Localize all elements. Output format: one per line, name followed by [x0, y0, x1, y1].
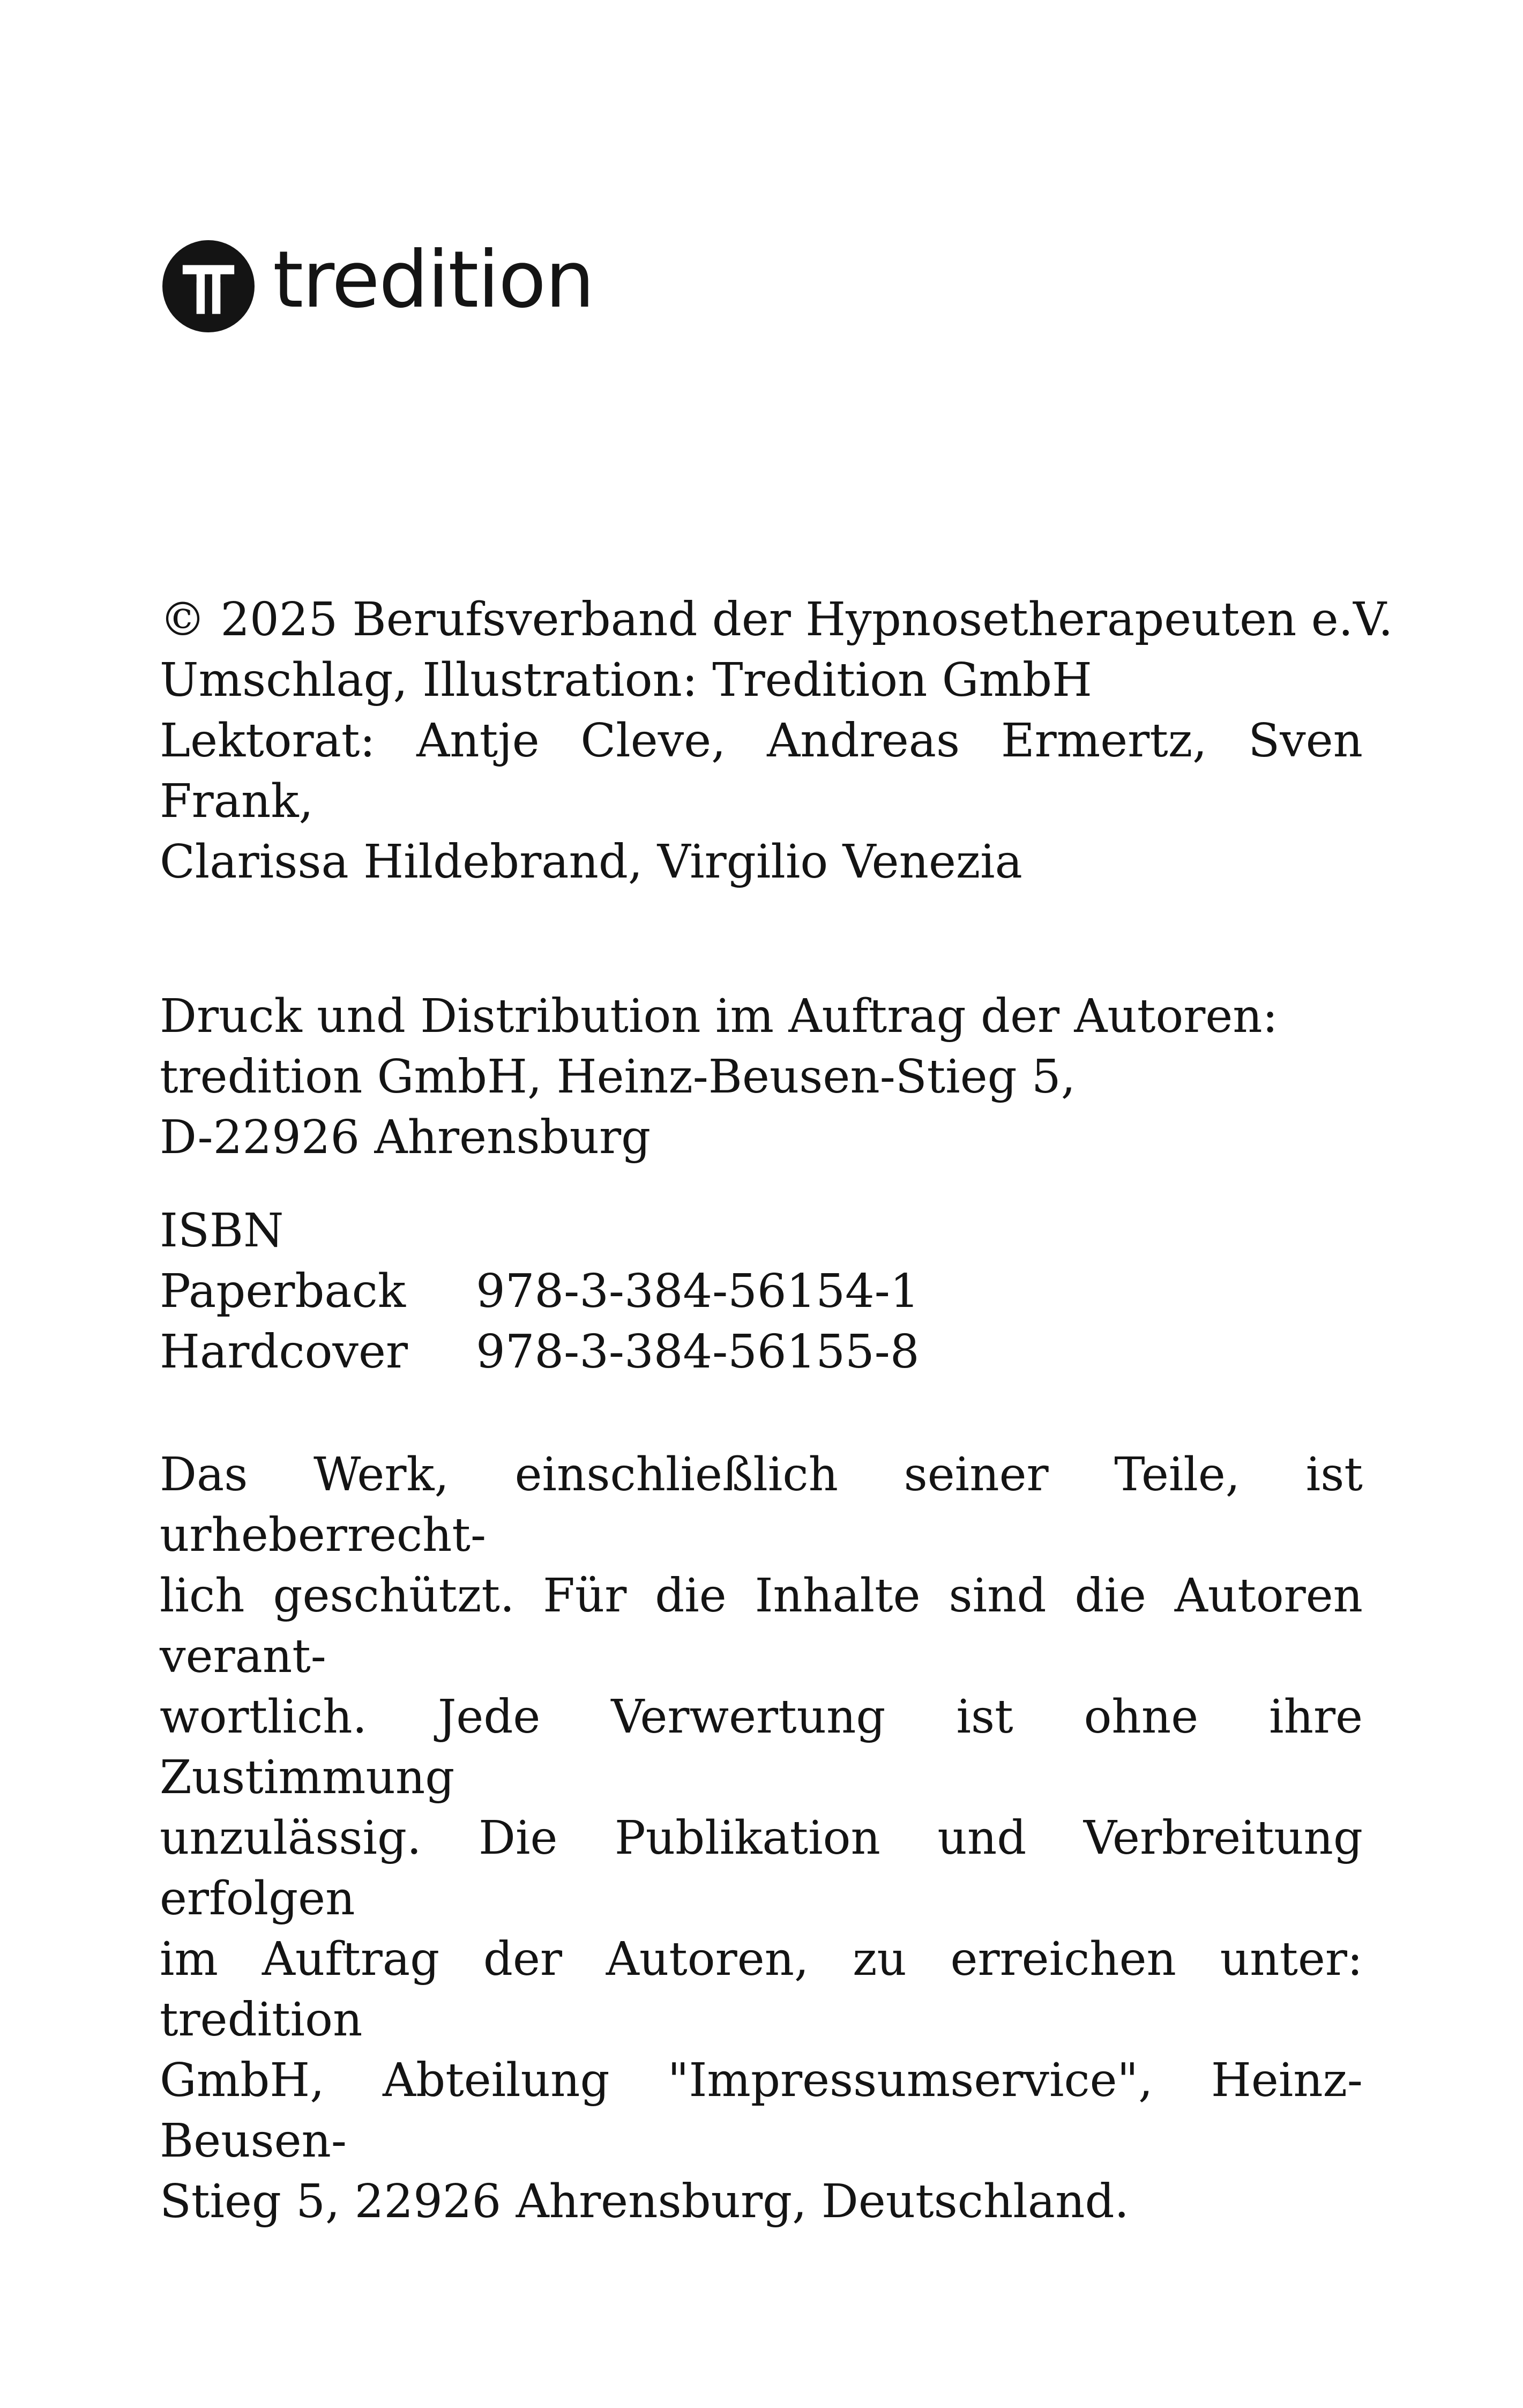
isbn-number: 978-3-384-56154-1 [476, 1265, 920, 1318]
editing-credit-line-1: Lektorat: Antje Cleve, Andreas Ermertz, Sven Frank, [160, 714, 1363, 828]
publisher-wordmark: tredition [273, 234, 594, 325]
legal-line-4: unzulässig. Die Publikation und Verbreitung erfolgen [160, 1811, 1363, 1926]
legal-line-7: Stieg 5, 22926 Ahrensburg, Deutschland. [160, 2175, 1129, 2228]
legal-line-6: GmbH, Abteilung "Impressumservice", Heinz-Beusen- [160, 2054, 1363, 2168]
editing-credit-line-2: Clarissa Hildebrand, Virgilio Venezia [160, 835, 1022, 889]
isbn-block [160, 1201, 1363, 1383]
isbn-number: 978-3-384-56155-8 [476, 1325, 920, 1379]
isbn-format-label: Hardcover [160, 1325, 408, 1379]
isbn-row-hardcover [160, 1322, 1363, 1383]
legal-notice-block [160, 1445, 1363, 2232]
isbn-format-label: Paperback [160, 1265, 406, 1318]
legal-line-5: im Auftrag der Autoren, zu erreichen unter: tredition [160, 1933, 1363, 2047]
tredition-logo-icon [162, 240, 255, 332]
legal-line-3: wortlich. Jede Verwertung ist ohne ihre Zustimmung [160, 1690, 1363, 1804]
print-line-3: D-22926 Ahrensburg [160, 1111, 651, 1164]
isbn-heading: ISBN [160, 1204, 284, 1258]
isbn-row-paperback [160, 1261, 1363, 1322]
cover-credit-line: Umschlag, Illustration: Tredition GmbH [160, 653, 1092, 707]
publisher-logo [162, 234, 594, 332]
legal-line-1: Das Werk, einschließlich seiner Teile, ist urheberrecht- [160, 1448, 1363, 1562]
print-distribution-block [160, 986, 1363, 1168]
print-line-2: tredition GmbH, Heinz-Beusen-Stieg 5, [160, 1050, 1076, 1104]
credits-block [160, 590, 1393, 893]
legal-line-2: lich geschützt. Für die Inhalte sind die Autoren verant- [160, 1569, 1363, 1683]
print-line-1: Druck und Distribution im Auftrag der Autoren: [160, 990, 1278, 1043]
copyright-line: © 2025 Berufsverband der Hypnosetherapeuten e.V. [160, 593, 1393, 646]
